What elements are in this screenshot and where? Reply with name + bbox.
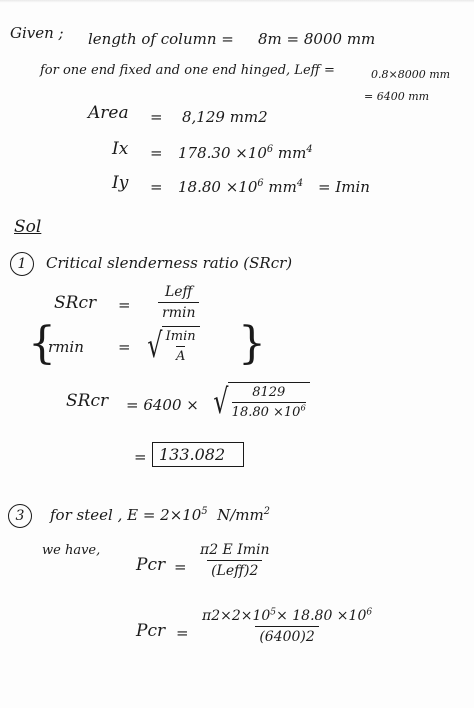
given-label: Given ; [10,24,64,42]
iy-label: Iy [112,173,129,193]
srcr-calc-expression: = 6400 × [126,396,199,414]
pcr-equals: = [174,558,187,576]
solution-heading: Sol [14,217,42,237]
iy-equals-imin: = Imin [318,178,370,196]
fraction-denominator: (6400)2 [255,626,318,645]
srcr-label: SRcr [54,293,97,313]
step1-title: Critical slenderness ratio (SRcr) [46,254,293,272]
iy-equals: = [150,178,163,196]
sqrt-denominator: $18.80 \times 10^6$ [231,402,306,420]
leff-value: = 6400 mm [364,90,430,103]
result-answer-box: 133.082 [152,442,244,467]
pcr-label: Pcr [136,555,166,575]
length-value: 8m = 8000 mm [258,30,376,48]
fraction-numerator: $\pi 2\times 2\times 10^5\times 18.80 \times 10^6$ [202,607,373,624]
step-number-1: 1 [10,252,34,276]
sqrt-numerator: Imin [165,329,196,344]
leff-over-rmin-fraction [158,284,199,321]
area-equals: = [150,108,163,126]
pcr-calc-label: Pcr [136,621,166,641]
step-number-3: 3 [8,504,32,528]
sqrt-denominator: A [176,346,185,364]
page-edge [0,0,474,3]
pcr-calc-equals: = [176,624,189,642]
fraction-denominator: rmin [158,302,199,321]
fraction-numerator: π2 E Imin [200,542,270,558]
rmin-label: rmin [48,338,84,356]
length-text: length of column = [88,30,234,48]
pcr-calc-fraction [198,608,376,645]
ix-equals: = [150,144,163,162]
open-brace: { [28,318,56,369]
srcr-square-root [210,382,310,422]
leff-expression: 0.8×8000 mm [371,68,451,81]
pcr-formula-fraction [196,542,274,579]
fraction-numerator: Leff [164,284,193,300]
end-condition-text: for one end fixed and one end hinged, Leff = [40,63,335,78]
radical-sign: √ [147,326,163,366]
step3-title: for steel , $E = 2\times 10^5$ $N/mm^2$ [50,506,270,524]
srcr-calc-label: SRcr [66,391,109,411]
result-equals: = [134,448,147,466]
area-label: Area [88,103,129,123]
srcr-equals: = [118,296,131,314]
ix-value: $178.30 \times 10^6$ $mm^4$ [178,144,313,162]
radical-sign: √ [213,382,229,422]
we-have-text: we have, [42,543,101,558]
iy-value: $18.80 \times 10^6$ $mm^4$ [178,178,304,196]
fraction-denominator: (Leff)2 [207,560,262,579]
rmin-square-root [144,326,200,366]
area-value: 8,129 mm2 [182,108,268,126]
ix-label: Ix [112,139,129,159]
sqrt-numerator: 8129 [252,385,286,400]
rmin-equals: = [118,338,131,356]
close-brace: } [238,318,266,369]
